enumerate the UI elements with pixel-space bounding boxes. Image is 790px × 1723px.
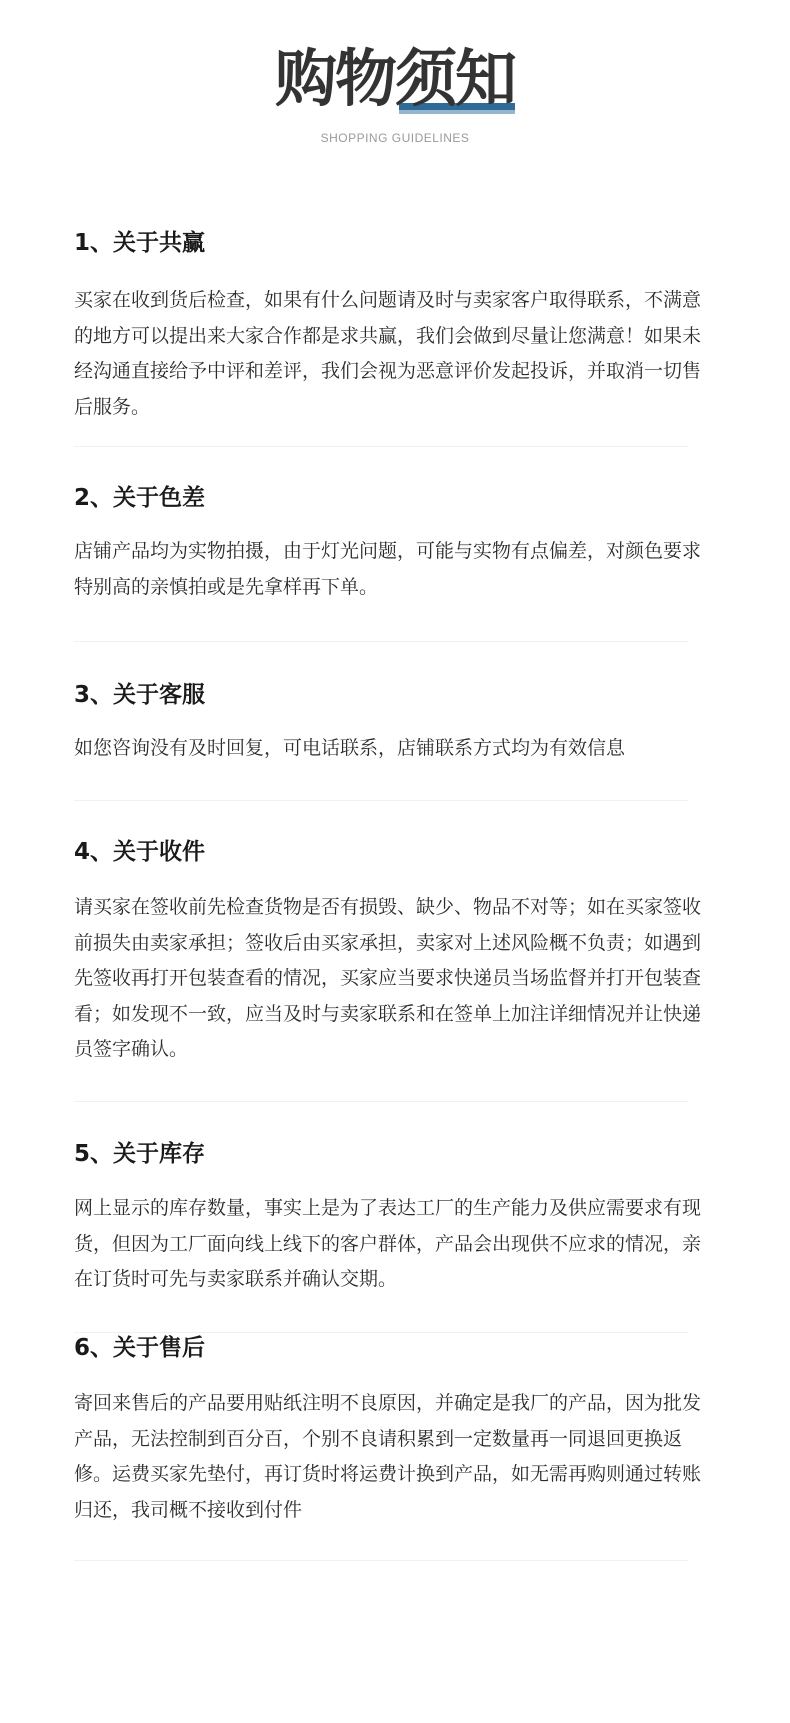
title-wrap — [0, 42, 790, 116]
section-4 — [74, 837, 714, 1068]
section-divider — [74, 446, 688, 447]
section-1 — [74, 228, 714, 425]
page-title: 购物须知 — [274, 42, 515, 115]
section-heading: 2、关于色差 — [74, 485, 206, 511]
section-body: 店铺产品均为实物拍摄，由于灯光问题，可能与实物有点偏差，对颜色要求特别高的亲慎拍或是先拿样再下单。 — [74, 540, 702, 598]
section-heading: 4、关于收件 — [74, 839, 206, 865]
section-divider — [74, 1560, 688, 1561]
section-body: 寄回来售后的产品要用贴纸注明不良原因，并确定是我厂的产品，因为批发产品，无法控制到百分百，个别不良请积累到一定数量再一同退回更换返修。运费买家先垫付，再订货时将运费计换到产品，如无需再购则通过转账归还，我司概不接收到付件 — [74, 1392, 702, 1521]
section-6 — [74, 1333, 714, 1528]
section-body: 如您咨询没有及时回复，可电话联系，店铺联系方式均为有效信息 — [74, 737, 626, 759]
section-3 — [74, 680, 714, 767]
section-divider — [74, 641, 688, 642]
section-heading: 5、关于库存 — [74, 1141, 206, 1167]
page-header — [0, 0, 790, 160]
section-divider — [74, 1101, 688, 1102]
page-title-block — [275, 42, 515, 116]
section-divider — [74, 800, 688, 801]
section-heading: 3、关于客服 — [74, 682, 206, 708]
section-heading: 1、关于共赢 — [74, 230, 206, 256]
section-body: 网上显示的库存数量，事实上是为了表达工厂的生产能力及供应需要求有现货，但因为工厂面向线上线下的客户群体，产品会出现供不应求的情况，亲在订货时可先与卖家联系并确认交期。 — [74, 1197, 702, 1290]
section-5 — [74, 1139, 714, 1298]
section-2 — [74, 483, 714, 605]
section-body: 请买家在签收前先检查货物是否有损毁、缺少、物品不对等；如在买家签收前损失由卖家承担；签收后由买家承担，卖家对上述风险概不负责；如遇到先签收再打开包装查看的情况，买家应当要求快递员当场监督并打开包装查看；如发现不一致，应当及时与卖家联系和在签单上加注详细情况并让快递员签字确认。 — [74, 896, 702, 1060]
page-subtitle: SHOPPING GUIDELINES — [320, 131, 470, 145]
section-heading: 6、关于售后 — [74, 1335, 206, 1361]
section-body: 买家在收到货后检查，如果有什么问题请及时与卖家客户取得联系，不满意的地方可以提出来大家合作都是求共赢，我们会做到尽量让您满意！如果未经沟通直接给予中评和差评，我们会视为恶意评价发起投诉，并取消一切售后服务。 — [74, 289, 702, 418]
